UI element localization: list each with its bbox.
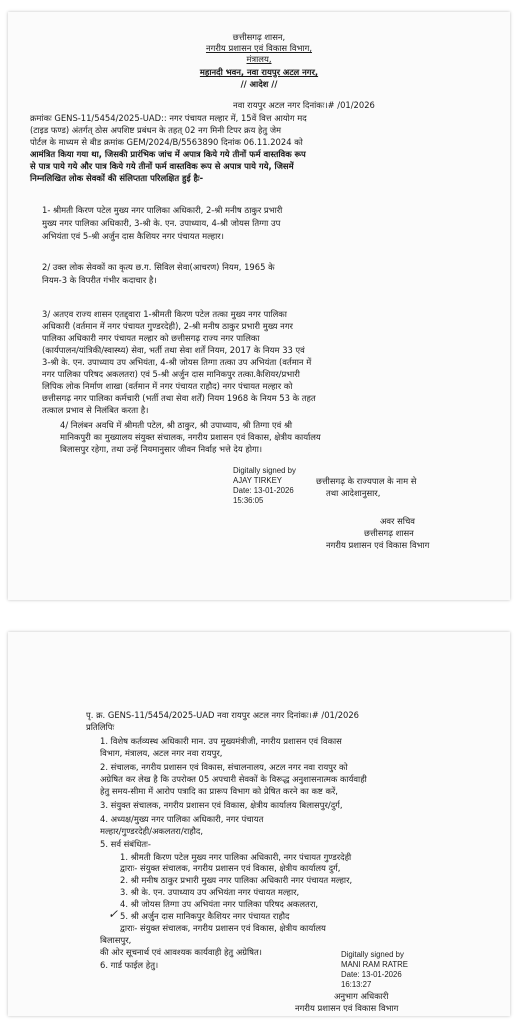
- copy-item: 2. संचालक, नगरीय प्रशासन एवं विकास, संचालनालय, अटल नगर नवा रायपुर को: [100, 762, 348, 772]
- para3-line: पालिका अधिकारी नगर पंचायत मल्हार को छत्तीसगढ़ राज्य नगर पालिका: [42, 333, 260, 343]
- copy-subitem: 1. श्रीमती किरण पटेल मुख्य नगर पालिका अधिकारी, नगर पंचायत गुण्डरदेही: [120, 852, 352, 862]
- order-page-1: [8, 12, 510, 600]
- copy-item: 3. संयुक्त संचालक, नगरीय प्रशासन एवं विकास, क्षेत्रीय कार्यालय बिलासपुर/दुर्ग,: [100, 800, 343, 810]
- copy-subitem: की ओर सूचनार्थ एवं आवश्यक कार्यवाही हेतु अग्रेषित।: [100, 947, 262, 957]
- governor-line: तथा आदेशानुसार,: [326, 488, 381, 498]
- copy-item: 1. विशेष कर्तव्यस्थ अधिकारी मान. उप मुख्यमंत्रीजी, नगरीय प्रशासन एवं विकास: [100, 736, 342, 746]
- signature-time: 15:36:05: [233, 496, 264, 505]
- copy-subitem: 5. श्री अर्जुन दास मानिकपुर कैशियर नगर पंचायत राहौद: [120, 911, 290, 921]
- para1-line: से पात्र पाये गये और पात्र किये गये तीनों फर्म वास्तविक रूप से अपात्र पाये गये, जिसमें: [30, 161, 294, 171]
- para1-line: क्रमांकः GENS-11/5454/2025-UAD:: नगर पंचायत मल्हार में, 15वें वित्त आयोग मद: [30, 113, 307, 123]
- para3-line: 3/ अतएव राज्य शासन एतद्द्वारा 1-श्रीमती किरण पटेल तत्का मुख्य नगर पालिका: [42, 309, 287, 319]
- signature-time: 16:13:27: [341, 980, 372, 989]
- para3-line: 3-श्री के. एन. उपाध्याय उप अभियंता, 4-श्री जोयस तिग्गा तत्का उप अभियंता (वर्तमान में: [42, 357, 312, 367]
- para4-line: बिलासपुर रहेगा, तथा उन्हें नियमानुसार जीवन निर्वाह भत्ते देय होगा।: [60, 444, 263, 454]
- para1-line: निम्नलिखित लोक सेवकों की संलिप्तता परिलक्षित हुई हैः-: [30, 173, 204, 183]
- para1-line: (टाइड फण्ड) अंतर्गत् ठोस अपशिष्ट प्रबंधन के तहत् 02 नग मिनी टिपर क्रय हेतु जेम: [30, 125, 282, 135]
- copy-item: अग्रेषित कर लेख है कि उपरोक्त 05 अपचारी सेवकों के विरूद्ध अनुशासनात्मक कार्यवाही: [100, 774, 367, 784]
- copy-subitem: द्वाराः- संयुक्त संचालक, नगरीय प्रशासन एवं विकास, क्षेत्रीय कार्यालय दुर्ग,: [120, 863, 341, 873]
- list-item: मुख्य नगर पालिका अधिकारी, 3-श्री के. एन. उपाध्याय, 4-श्री जोयस तिग्गा उप: [42, 218, 281, 228]
- copy-subitem: 2. श्री मनीष ठाकुर प्रभारी मुख्य नगर पालिका अधिकारी नगर पंचायत मल्हार,: [120, 875, 353, 885]
- signature-date: Date: 13-01-2026: [233, 486, 294, 495]
- copy-item: 4. अध्यक्ष/मुख्य नगर पालिका अधिकारी, नगर पंचायत: [100, 814, 264, 824]
- header-govt: छत्तीसगढ़ शासन,: [232, 32, 286, 42]
- copy-item: 5. सर्व संबंधितः-: [100, 839, 151, 849]
- para4-line: मानिकपुरी का मुख्यालय संयुक्त संचालक, नगरीय प्रशासन एवं विकास, क्षेत्रीय कार्यालय: [60, 432, 321, 442]
- designation-dept: नगरीय प्रशासन एवं विकास विभाग: [295, 1003, 399, 1013]
- para3-line: लिपिक लोक निर्माण शाखा (वर्तमान में नगर पंचायत राहौद) नगर पंचायत मल्हार को: [42, 381, 293, 391]
- copy-subitem: बिलासपुर,: [100, 935, 132, 945]
- order-title: // आदेश //: [240, 79, 278, 89]
- designation-govt: छत्तीसगढ़ शासन: [364, 528, 414, 538]
- para3-line: नगर पालिका परिषद अकलतरा) एवं 5-श्री अर्जुन दास मानिकपुर तत्का.कैशियर/प्रभारी: [42, 369, 300, 379]
- para3-line: तत्काल प्रभाव से निलंबित करता है।: [42, 405, 149, 415]
- signature-signer: MANI RAM RATRE: [341, 960, 408, 969]
- para4-line: 4/ निलंबन अवधि में श्रीमती पटेल, श्री ठाकुर, श्री उपाध्याय, श्री तिग्गा एवं श्री: [60, 420, 293, 430]
- handwritten-tick-mark: ✓: [108, 907, 119, 921]
- order-page-2: [8, 632, 510, 1016]
- reference-date-line: पृ. क्र. GENS-11/5454/2025-UAD नवा रायपुर अटल नगर दिनांकः।# /01/2026: [86, 710, 360, 720]
- header-department: नगरीय प्रशासन एवं विकास विभाग,: [205, 43, 313, 53]
- para2-line: 2/ उक्त लोक सेवकों का कृत्य छ.ग. सिविल सेवा(आचरण) नियम, 1965 के: [42, 262, 275, 272]
- para2-line: नियम-3 के विपरीत गंभीर कदाचार है।: [42, 275, 157, 285]
- designation: अनुभाग अधिकारी: [334, 991, 389, 1001]
- para3-line: अधिकारी (वर्तमान में नगर पंचायत गुण्डरदेही), 2-श्री मनीष ठाकुर प्रभारी मुख्य नगर: [42, 321, 293, 331]
- list-item: 1- श्रीमती किरण पटेल मुख्य नगर पालिका अधिकारी, 2-श्री मनीष ठाकुर प्रभारी: [42, 205, 283, 215]
- signature-line: Digitally signed by: [233, 466, 296, 475]
- copy-subitem: 3. श्री के. एन. उपाध्याय उप अभियंता नगर पंचायत मल्हार,: [120, 887, 300, 897]
- list-item: अभियंता एवं 5-श्री अर्जुन दास कैशियर नगर पंचायत मल्हार।: [42, 231, 224, 241]
- signature-line: Digitally signed by: [341, 950, 404, 959]
- para1-line: पोर्टल के माध्यम से बीड क्रमांक GEM/2024/B/5563890 दिनांक 06.11.2024 को: [30, 137, 303, 147]
- para1-line: आमंत्रित किया गया था, जिसकी प्रारंभिक जांच में अपात्र किये गये तीनों फर्म वास्तविक रूप: [30, 149, 306, 159]
- governor-line: छत्तीसगढ़ के राज्यपाल के नाम से: [316, 476, 417, 486]
- order-date-line: नवा रायपुर अटल नगर दिनांकः।# /01/2026: [233, 100, 375, 110]
- copy-subitem: 4. श्री जोयस तिग्गा उप अभियंता नगर पालिका परिषद अकलतरा,: [120, 899, 319, 909]
- para3-line: (कार्यपालन/यांत्रिकी/स्वास्थ्य) सेवा, भर्ती तथा सेवा शर्तें नियम, 2017 के नियम 33 एवं: [42, 345, 305, 355]
- signature-signer: AJAY TIRKEY: [233, 476, 282, 485]
- designation-dept: नगरीय प्रशासन एवं विकास विभाग: [326, 540, 430, 550]
- copy-item: विभाग, मंत्रालय, अटल नगर नवा रायपुर,: [100, 748, 223, 758]
- designation: अवर सचिव: [380, 516, 415, 526]
- copy-to-label: प्रतिलिपिः: [86, 722, 115, 732]
- copy-subitem: द्वाराः- संयुक्त संचालक, नगरीय प्रशासन एवं विकास, क्षेत्रीय कार्यालय: [120, 923, 326, 933]
- copy-item: मल्हार/गुण्डरदेही/अकलतरा/राहौद,: [100, 826, 203, 836]
- copy-item: 6. गार्ड फाईल हेतु।: [100, 960, 159, 970]
- header-ministry: मंत्रालय,: [246, 54, 272, 64]
- signature-date: Date: 13-01-2026: [341, 970, 402, 979]
- header-address: महानदी भवन, नवा रायपुर अटल नगर,: [199, 67, 319, 77]
- copy-item: हेतु समय-सीमा में आरोप पत्रादि का प्रारूप विभाग को प्रेषित करने का कष्ट करें,: [100, 786, 338, 796]
- para3-line: छत्तीसगढ़ नगर पालिका कर्मचारी (भर्ती तथा सेवा शर्तें) नियम 1968 के नियम 53 के तहत: [42, 393, 316, 403]
